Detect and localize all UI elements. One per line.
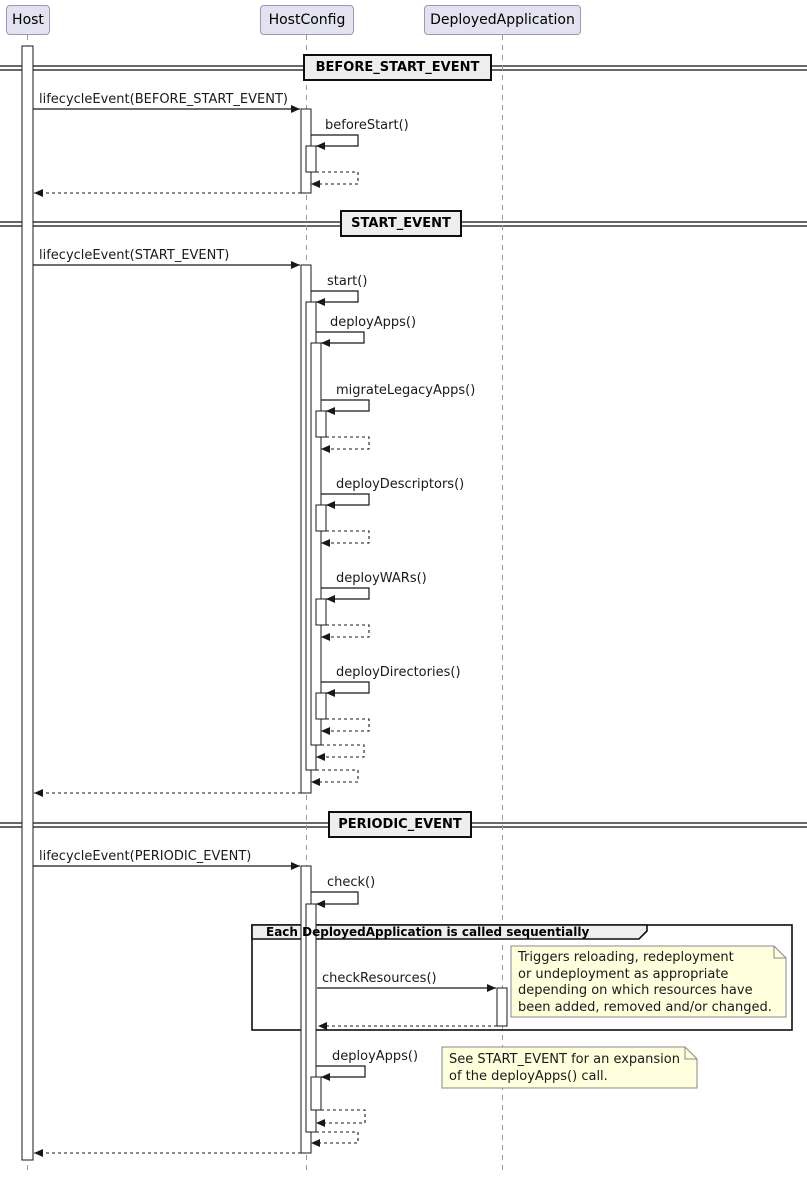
activation-deployedapplication: [497, 988, 507, 1026]
arrow-deployapps-periodic: [316, 1066, 365, 1077]
message-label-check: check(): [327, 875, 376, 890]
activation-deploydirectories: [316, 693, 326, 719]
participant-host-label: Host: [12, 12, 44, 28]
activation-deploywars: [316, 599, 326, 625]
activation-deployapps: [311, 343, 321, 745]
return-deploywars: [321, 625, 369, 637]
participant-hostconfig-label: HostConfig: [268, 12, 346, 28]
arrow-deploywars: [321, 588, 369, 599]
message-label-deployapps-periodic: deployApps(): [332, 1049, 419, 1064]
message-label-deployapps: deployApps(): [330, 315, 417, 330]
return-arrows: [34, 172, 497, 1153]
note-line: been added, removed and/or changed.: [518, 999, 772, 1015]
activation-beforestart: [306, 146, 316, 172]
note-line: of the deployApps() call.: [449, 1068, 608, 1084]
return-deploydescriptors: [321, 531, 369, 543]
participant-host: [6, 5, 50, 35]
activation-deployapps-periodic: [311, 1077, 321, 1110]
return-check: [311, 1132, 358, 1143]
note-line: See START_EVENT for an expansion: [449, 1052, 680, 1067]
message-label-deploydirectories: deployDirectories(): [336, 665, 461, 680]
message-label-lifecycle-before-start: lifecycleEvent(BEFORE_START_EVENT): [39, 92, 288, 107]
return-deployapps-periodic: [316, 1110, 365, 1123]
arrow-check: [311, 892, 358, 904]
note-deployapps-text: [449, 1052, 680, 1085]
message-label-deploywars: deployWARs(): [336, 571, 427, 586]
activation-host: [22, 46, 33, 1160]
divider-lines: [0, 66, 807, 827]
arrow-deploydirectories: [321, 682, 369, 693]
message-label-lifecycle-periodic: lifecycleEvent(PERIODIC_EVENT): [39, 849, 252, 864]
group-frame-title: Each DeployedApplication is called sequentially: [266, 925, 590, 939]
message-label-beforestart: beforeStart(): [325, 118, 409, 133]
arrow-start: [311, 291, 358, 302]
note-line: depending on which resources have: [518, 983, 753, 998]
activation-deploydescriptors: [316, 505, 326, 531]
participant-deployedapplication: [424, 5, 581, 35]
activation-migratelegacyapps: [316, 411, 326, 437]
return-deployapps: [316, 745, 364, 757]
message-label-migratelegacyapps: migrateLegacyApps(): [336, 383, 476, 398]
message-label-checkresources: checkResources(): [322, 971, 437, 986]
return-start: [311, 770, 358, 782]
divider-start-event: START_EVENT: [340, 210, 462, 237]
return-beforestart: [311, 172, 358, 184]
arrow-migratelegacyapps: [321, 400, 369, 411]
arrow-beforestart: [311, 135, 358, 146]
divider-periodic-event: PERIODIC_EVENT: [328, 811, 472, 838]
return-migratelegacyapps: [321, 437, 369, 449]
arrow-deploydescriptors: [321, 494, 369, 505]
lifelines: [28, 35, 503, 1172]
note-line: or undeployment as appropriate: [518, 966, 729, 982]
message-label-deploydescriptors: deployDescriptors(): [336, 477, 465, 492]
note-line: Triggers reloading, redeployment: [518, 950, 734, 965]
message-label-lifecycle-start: lifecycleEvent(START_EVENT): [39, 248, 230, 263]
note-checkresources-text: [518, 950, 772, 1016]
return-deploydirectories: [321, 719, 369, 731]
participant-hostconfig: [260, 5, 354, 35]
divider-before-start-event: BEFORE_START_EVENT: [303, 54, 492, 81]
message-label-start: start(): [327, 274, 368, 289]
arrow-deployapps: [316, 332, 364, 343]
participant-deployedapplication-label: DeployedApplication: [430, 12, 575, 28]
